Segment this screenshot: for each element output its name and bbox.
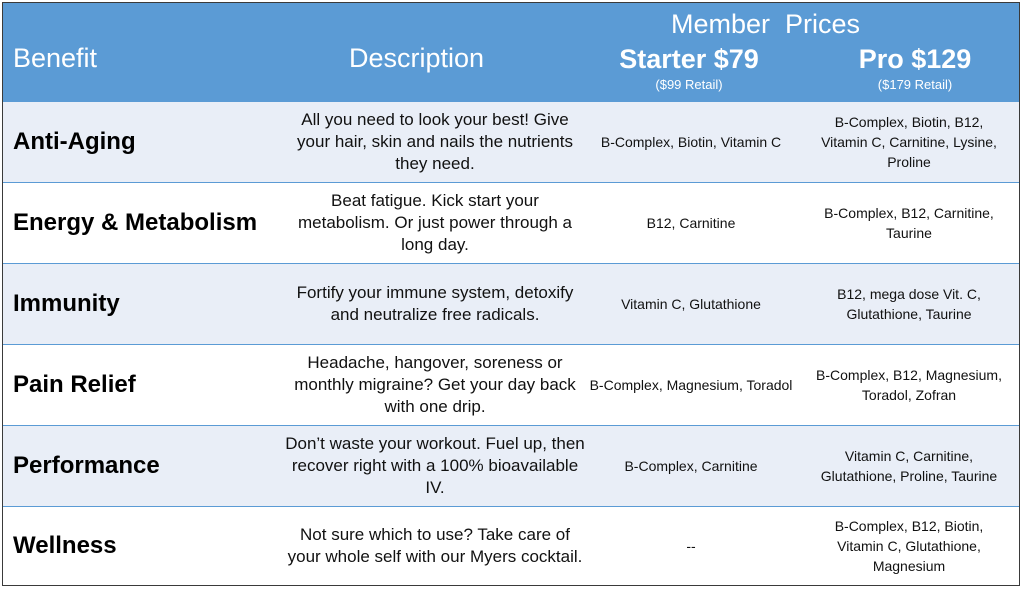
- row-pro: B-Complex, B12, Carnitine, Taurine: [824, 205, 994, 241]
- row-pro: B12, mega dose Vit. C, Glutathione, Taurine: [837, 286, 981, 322]
- row-benefit: Immunity: [13, 290, 120, 317]
- row-starter: B-Complex, Biotin, Vitamin C: [600, 134, 782, 150]
- header-member-prices: Member Prices: [671, 9, 861, 39]
- header-starter-retail: ($99 Retail): [655, 77, 723, 92]
- row-starter: B-Complex, Magnesium, Toradol: [589, 377, 793, 393]
- row-description: All you need to look your best! Give your hair, skin and nails the nutrients they need.: [297, 110, 573, 173]
- row-benefit: Anti-Aging: [13, 128, 136, 155]
- table-row: [3, 263, 1019, 344]
- table-header: [3, 3, 1019, 101]
- row-description: Headache, hangover, soreness or monthly migraine? Get your day back with one drip.: [294, 353, 576, 416]
- header-pro-retail: ($179 Retail): [877, 77, 953, 92]
- row-description: Beat fatigue. Kick start your metabolism. Or just power through a long day.: [297, 191, 572, 254]
- row-pro: B-Complex, B12, Magnesium, Toradol, Zofran: [816, 367, 1002, 403]
- header-starter-price: Starter $79: [619, 44, 759, 74]
- row-pro: B-Complex, B12, Biotin, Vitamin C, Glutathione, Magnesium: [834, 518, 984, 574]
- header-description: Description: [349, 43, 485, 73]
- row-pro: B-Complex, Biotin, B12, Vitamin C, Carnitine, Lysine, Proline: [821, 114, 997, 170]
- row-starter: --: [686, 538, 696, 554]
- row-starter: B-Complex, Carnitine: [624, 458, 758, 474]
- pricing-table: [2, 2, 1020, 586]
- row-benefit: Performance: [13, 452, 160, 479]
- table-row: [3, 182, 1019, 263]
- row-description: Don’t waste your workout. Fuel up, then recover right with a 100% bioavailable IV.: [285, 434, 585, 497]
- table-row: [3, 425, 1019, 506]
- row-benefit: Pain Relief: [13, 371, 136, 398]
- table-row: [3, 506, 1019, 585]
- row-benefit: Wellness: [13, 532, 117, 559]
- row-pro: Vitamin C, Carnitine, Glutathione, Proline, Taurine: [820, 448, 998, 484]
- row-starter: Vitamin C, Glutathione: [621, 296, 761, 312]
- table-row: [3, 101, 1019, 182]
- header-benefit: Benefit: [13, 43, 98, 73]
- row-benefit: Energy & Metabolism: [13, 209, 258, 236]
- table-row: [3, 344, 1019, 425]
- row-description: Fortify your immune system, detoxify and neutralize free radicals.: [296, 283, 574, 324]
- row-description: Not sure which to use? Take care of your whole self with our Myers cocktail.: [287, 525, 583, 566]
- row-starter: B12, Carnitine: [646, 215, 736, 231]
- header-pro-price: Pro $129: [858, 44, 972, 74]
